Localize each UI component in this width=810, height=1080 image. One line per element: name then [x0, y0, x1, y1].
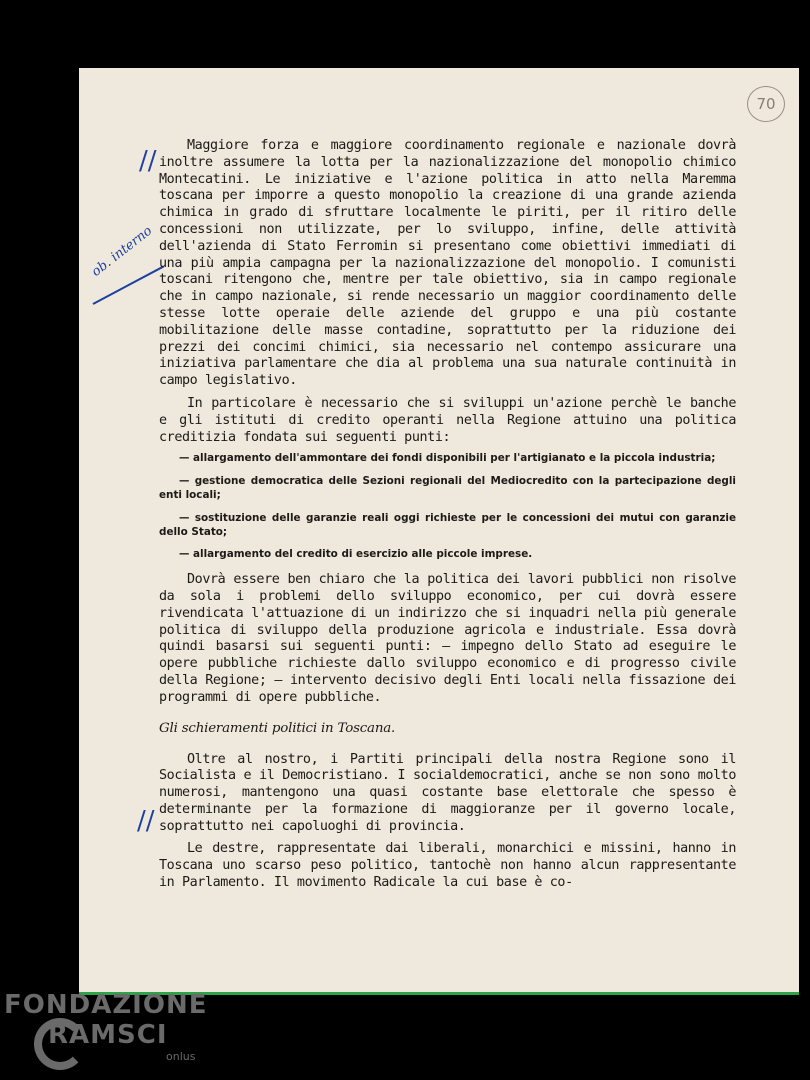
- paragraph-partiti: Oltre al nostro, i Partiti principali della nostra Regione sono il Socialista e il Democristiano. I socialdemocratici, anche se non sono molto numerosi, mantengono una quasi costante base elettorale che spesso è determinante per la formazione di maggioranze per il governo locale, soprattutto nei capoluoghi di provincia.: [159, 751, 736, 834]
- paragraph-lavori-pubblici: Dovrà essere ben chiaro che la politica dei lavori pubblici non risolve da sola i problemi dello sviluppo economico, per cui dovrà essere rivendicata l'attuazione di un indirizzo che si inquadri nella più generale politica di sviluppo della produzione agricola e industriale. Essa dovrà quindi basarsi sui seguenti punti: — impegno dello Stato ad eseguire le opere pubbliche richieste dallo sviluppo economico e di progresso civile della Regione; — intervento decisivo degli Enti locali nella fissazione dei programmi di opere pubbliche.: [159, 572, 736, 705]
- paragraph-montecatini: Maggiore forza e maggiore coordinamento regionale e nazionale dovrà inoltre assumere la lotta per la nazionalizzazione del monopolio chimico Montecatini. Le iniziative e l'azione politica in atto nella Maremma toscana per imporre a questo monopolio la creazione di una grande azienda chimica in grado di sfruttare localmente le piriti, per il ritiro delle concessioni non utilizzate, per lo sviluppo, infine, delle attività dell'azienda di Stato Ferromin si presentano come obiettivi immediati di una più ampia campagna per la nazionalizzazione del monopolio. I comunisti toscani ritengono che, mentre per tale obiettivo, sia in campo regionale che in campo nazionale, si rende necessario un maggior coordinamento delle stesse lotte operaie delle aziende del gruppo e una più costante mobilitazione delle masse contadine, soprattutto per la riduzione dei prezzi dei concimi chimici, sia necessario nel contempo assicurare una iniziativa parlamentare che dia al problema una sua naturale continuità in campo legislativo.: [159, 138, 736, 389]
- paragraph-credito: In particolare è necessario che si sviluppi un'azione perchè le banche e gli istituti di credito operanti nella Regione attuino una politica creditizia fondata sui seguenti punti:: [159, 395, 736, 445]
- section-heading: Gli schieramenti politici in Toscana.: [159, 720, 396, 736]
- document-page: [79, 68, 799, 995]
- bullet-item: — allargamento del credito di esercizio alle piccole imprese.: [179, 548, 533, 561]
- margin-annotation: ob. interno: [89, 223, 156, 280]
- margin-marker-bottom: //: [137, 806, 155, 836]
- bullet-item: — allargamento dell'ammontare dei fondi disponibili per l'artigianato e la piccola industria;: [179, 452, 716, 465]
- page-number-stamp: 70: [747, 86, 785, 122]
- bullet-item: — sostituzione delle garanzie reali oggi richieste per le concessioni dei mutui con garanzie dello Stato;: [159, 511, 736, 538]
- logo-g-icon: [34, 1018, 86, 1070]
- logo-sub: onlus: [166, 1050, 196, 1063]
- margin-marker-top: //: [139, 146, 157, 176]
- document-body: [159, 138, 736, 898]
- logo-line1: FONDAZIONE: [4, 990, 208, 1020]
- logo-line2: RAMSCI: [48, 1020, 168, 1050]
- bullet-list: [159, 452, 736, 562]
- bullet-item: — gestione democratica delle Sezioni regionali del Mediocredito con la partecipazione degli enti locali;: [159, 475, 736, 501]
- paragraph-destre: Le destre, rappresentate dai liberali, monarchici e missini, hanno in Toscana uno scarso peso politico, tantochè non hanno alcun rappresentante in Parlamento. Il movimento Radicale la cui base è co-: [159, 841, 736, 891]
- fondazione-gramsci-logo: [4, 990, 208, 1063]
